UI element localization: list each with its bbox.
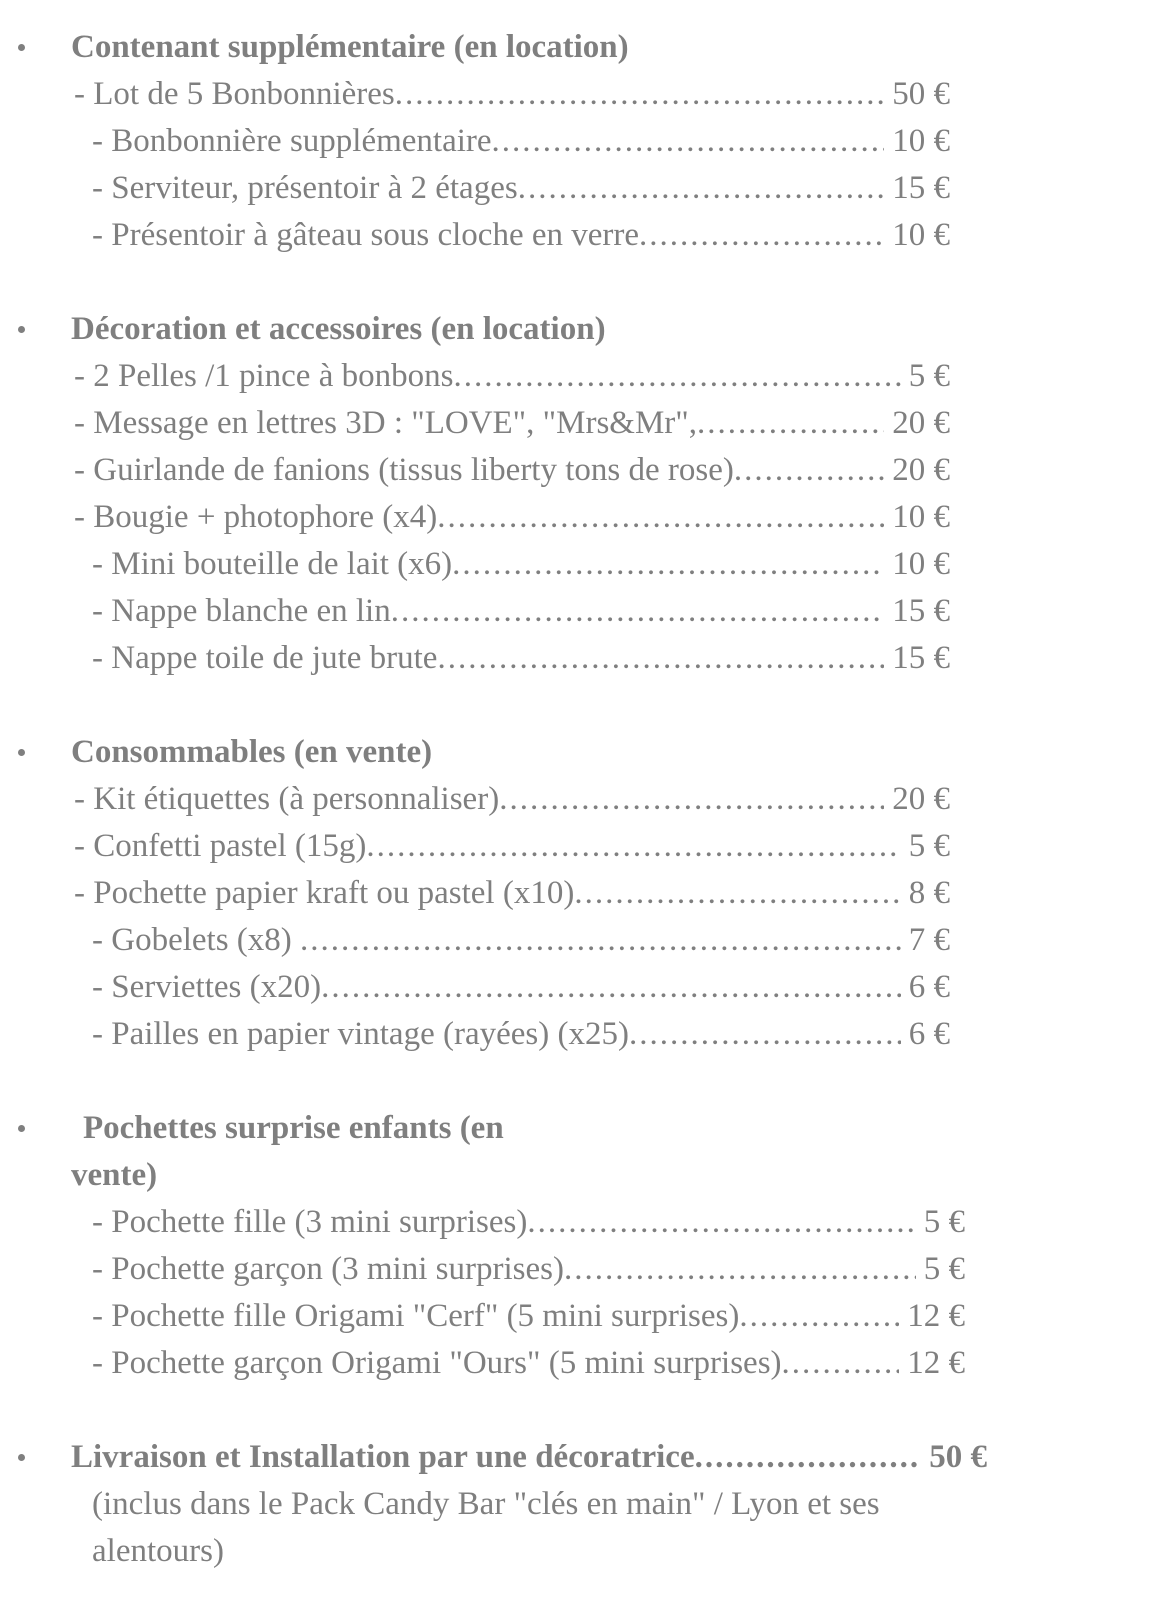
item-label: - Pochette papier kraft ou pastel (x10) bbox=[74, 875, 575, 911]
section-heading-line: Contenant supplémentaire (en location) bbox=[71, 29, 629, 65]
item-price: 5 € bbox=[908, 828, 950, 864]
price-list-item bbox=[74, 823, 950, 870]
item-label: - Bonbonnière supplémentaire bbox=[92, 123, 492, 159]
section-heading-line: Pochettes surprise enfants (en bbox=[83, 1110, 504, 1146]
price-list-item bbox=[92, 1011, 950, 1058]
item-label: - Gobelets (x8) bbox=[92, 922, 301, 958]
price-list-item bbox=[92, 1340, 965, 1387]
item-price: 6 € bbox=[908, 1016, 950, 1052]
price-list-item bbox=[74, 870, 950, 917]
item-label: - Kit étiquettes (à personnaliser) bbox=[74, 781, 500, 817]
price-list-item bbox=[74, 447, 950, 494]
item-label: - Nappe blanche en lin bbox=[92, 593, 391, 629]
item-label: - Bougie + photophore (x4) bbox=[74, 499, 438, 535]
price-list-item bbox=[74, 71, 950, 118]
item-price: 7 € bbox=[908, 922, 950, 958]
item-label: - Serviettes (x20) bbox=[92, 969, 322, 1005]
delivery-note-line: (inclus dans le Pack Candy Bar "clés en main" / Lyon et ses bbox=[92, 1486, 880, 1522]
dot-leader bbox=[321, 964, 901, 1011]
item-label: - Mini bouteille de lait (x6) bbox=[92, 546, 453, 582]
dot-leader bbox=[366, 823, 900, 870]
item-label: - Pochette fille (3 mini surprises) bbox=[92, 1204, 528, 1240]
item-price: 20 € bbox=[892, 781, 950, 817]
section-heading bbox=[71, 729, 1150, 776]
item-price: 10 € bbox=[892, 217, 950, 253]
price-list-item bbox=[74, 353, 950, 400]
item-label: - Confetti pastel (15g) bbox=[74, 828, 367, 864]
item-label: - Pailles en papier vintage (rayées) (x25) bbox=[92, 1016, 629, 1052]
price-list-item bbox=[92, 118, 950, 165]
item-label: - Nappe toile de jute brute bbox=[92, 640, 438, 676]
item-price: 12 € bbox=[907, 1345, 965, 1381]
section-heading bbox=[71, 1105, 1150, 1199]
item-price: 50 € bbox=[929, 1439, 987, 1475]
bullet-icon bbox=[18, 749, 25, 756]
dot-leader bbox=[518, 165, 885, 212]
item-label: - Message en lettres 3D : "LOVE", "Mrs&Mr", bbox=[74, 405, 698, 441]
price-list-item bbox=[92, 588, 950, 635]
item-price: 10 € bbox=[892, 546, 950, 582]
section-heading-line: Consommables (en vente) bbox=[71, 734, 433, 770]
item-label: - Pochette fille Origami "Cerf" (5 mini surprises) bbox=[92, 1298, 740, 1334]
dot-leader bbox=[629, 1011, 901, 1058]
dot-leader bbox=[452, 541, 884, 588]
item-price: 10 € bbox=[892, 499, 950, 535]
price-list-item bbox=[71, 1434, 987, 1481]
section-decoration-accessoires bbox=[0, 306, 1150, 682]
dot-leader bbox=[395, 71, 884, 118]
item-label: - Guirlande de fanions (tissus liberty tons de rose) bbox=[74, 452, 734, 488]
dot-leader bbox=[697, 400, 884, 447]
price-list-item bbox=[92, 541, 950, 588]
price-list-item bbox=[92, 1246, 965, 1293]
price-list-item bbox=[92, 964, 950, 1011]
dot-leader bbox=[739, 1293, 899, 1340]
item-price: 10 € bbox=[892, 123, 950, 159]
section-heading bbox=[71, 24, 1150, 71]
dot-leader bbox=[437, 635, 884, 682]
price-list-item bbox=[92, 165, 950, 212]
item-price: 20 € bbox=[892, 452, 950, 488]
dot-leader bbox=[734, 447, 884, 494]
item-label: Livraison et Installation par une décoratrice bbox=[71, 1439, 695, 1475]
dot-leader bbox=[527, 1199, 915, 1246]
dot-leader bbox=[695, 1434, 922, 1481]
dot-leader bbox=[782, 1340, 900, 1387]
item-price: 50 € bbox=[892, 76, 950, 112]
item-label: - Pochette garçon (3 mini surprises) bbox=[92, 1251, 564, 1287]
item-price: 5 € bbox=[923, 1204, 965, 1240]
dot-leader bbox=[492, 118, 885, 165]
price-list-item bbox=[74, 400, 950, 447]
dot-leader bbox=[300, 917, 901, 964]
section-pochettes-surprise bbox=[0, 1105, 1150, 1387]
item-label: - Pochette garçon Origami "Ours" (5 mini surprises) bbox=[92, 1345, 782, 1381]
price-list-item bbox=[92, 1293, 965, 1340]
item-price: 5 € bbox=[923, 1251, 965, 1287]
item-price: 20 € bbox=[892, 405, 950, 441]
section-heading bbox=[71, 306, 1150, 353]
item-price: 15 € bbox=[892, 593, 950, 629]
price-list-item bbox=[92, 1199, 965, 1246]
delivery-note-line: alentours) bbox=[92, 1533, 224, 1569]
section-contenant-supplementaire bbox=[0, 24, 1150, 259]
item-label: - 2 Pelles /1 pince à bonbons bbox=[74, 358, 454, 394]
price-list-item bbox=[92, 635, 950, 682]
item-price: 15 € bbox=[892, 170, 950, 206]
dot-leader bbox=[639, 212, 884, 259]
section-heading-line: Décoration et accessoires (en location) bbox=[71, 311, 606, 347]
dot-leader bbox=[453, 353, 900, 400]
section-heading-line: vente) bbox=[71, 1157, 158, 1193]
dot-leader bbox=[437, 494, 884, 541]
price-list-item bbox=[74, 776, 950, 823]
item-price: 15 € bbox=[892, 640, 950, 676]
bullet-icon bbox=[18, 326, 25, 333]
item-price: 8 € bbox=[908, 875, 950, 911]
item-label: - Serviteur, présentoir à 2 étages bbox=[92, 170, 518, 206]
section-consommables bbox=[0, 729, 1150, 1058]
dot-leader bbox=[574, 870, 900, 917]
bullet-icon bbox=[18, 1454, 25, 1461]
item-label: - Présentoir à gâteau sous cloche en verre bbox=[92, 217, 640, 253]
dot-leader bbox=[391, 588, 885, 635]
price-list-item bbox=[92, 212, 950, 259]
bullet-icon bbox=[18, 44, 25, 51]
bullet-icon bbox=[18, 1125, 25, 1132]
dot-leader bbox=[499, 776, 884, 823]
item-price: 6 € bbox=[908, 969, 950, 1005]
section-livraison-installation bbox=[0, 1434, 1150, 1575]
item-price: 5 € bbox=[908, 358, 950, 394]
dot-leader bbox=[564, 1246, 916, 1293]
price-list-item bbox=[92, 917, 950, 964]
price-list-item bbox=[74, 494, 950, 541]
item-label: - Lot de 5 Bonbonnières bbox=[74, 76, 395, 112]
item-price: 12 € bbox=[907, 1298, 965, 1334]
